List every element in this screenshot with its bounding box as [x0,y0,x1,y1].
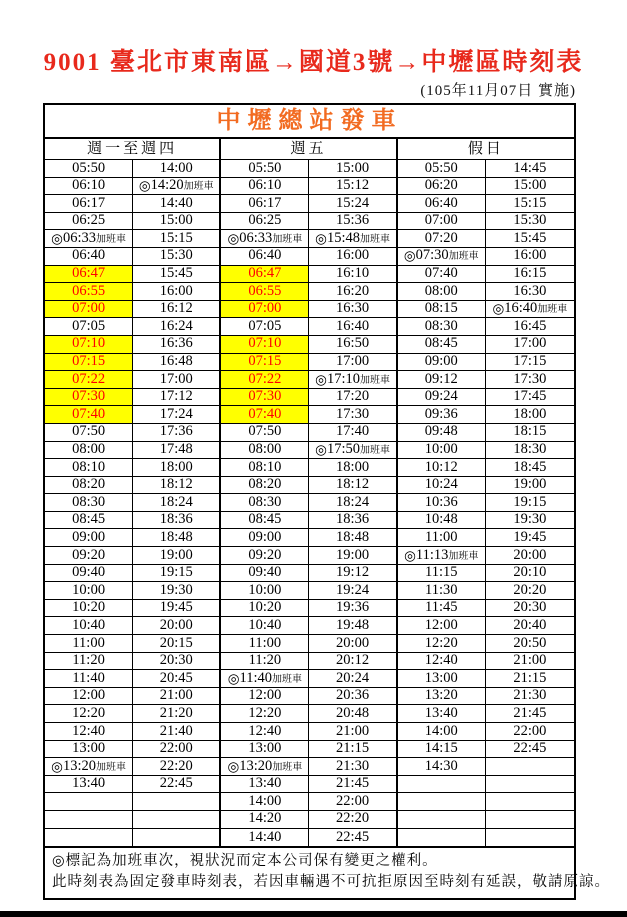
timetable-cell: 17:36 [133,424,221,442]
timetable-cell: 05:50 [221,160,309,178]
timetable-cell: 15:30 [133,248,221,266]
timetable-cell: 19:30 [486,512,574,530]
timetable-cell: 09:00 [221,529,309,547]
timetable-cell: 16:24 [133,318,221,336]
timetable-cell: 16:45 [486,318,574,336]
timetable-cell: 20:24 [309,670,397,688]
timetable-cell: 19:24 [309,582,397,600]
timetable-cell: 11:40 [45,670,133,688]
timetable-cell: 18:48 [133,529,221,547]
timetable-cell: 15:15 [486,195,574,213]
timetable-cell [398,811,486,829]
timetable-cell: 17:00 [486,336,574,354]
timetable-cell: 17:12 [133,389,221,407]
timetable-cell: 13:40 [398,705,486,723]
timetable-cell: 19:00 [309,547,397,565]
day-header-friday: 週五 [221,139,397,159]
timetable-cell: 15:00 [133,213,221,231]
timetable-cell: 07:40 [45,406,133,424]
timetable-cell [486,811,574,829]
timetable-cell: 06:25 [221,213,309,231]
timetable-cell [398,793,486,811]
timetable-cell: 09:24 [398,389,486,407]
timetable-cell: 13:40 [221,776,309,794]
timetable-cell: 07:20 [398,230,486,248]
timetable-cell: 15:30 [486,213,574,231]
timetable-cell: 22:20 [133,758,221,776]
timetable-cell: 19:00 [133,547,221,565]
timetable-cell: 10:40 [221,617,309,635]
timetable-cell: 20:36 [309,688,397,706]
timetable-cell: 18:45 [486,459,574,477]
timetable-cell: 13:00 [221,741,309,759]
timetable-cell: 16:30 [486,283,574,301]
timetable-cell: 21:15 [486,670,574,688]
timetable-cell: 07:15 [221,354,309,372]
timetable-cell: 19:45 [133,600,221,618]
timetable-cell: 10:48 [398,512,486,530]
timetable-cell: ◎ 13:20 加班車 [45,758,133,776]
timetable-cell: 20:15 [133,635,221,653]
timetable-cell: 17:15 [486,354,574,372]
timetable-cell: 07:22 [45,371,133,389]
timetable-cell: 20:00 [133,617,221,635]
timetable-cell: 09:00 [45,529,133,547]
timetable-cell: 09:00 [398,354,486,372]
timetable-cell: ◎ 13:20 加班車 [221,758,309,776]
timetable-cell: 11:00 [398,529,486,547]
timetable-cell: 21:45 [309,776,397,794]
timetable-cell: 06:47 [221,266,309,284]
timetable-cell: 18:30 [486,442,574,460]
timetable-cell: 19:00 [486,477,574,495]
timetable-cell: 07:50 [45,424,133,442]
timetable-cell: 15:12 [309,178,397,196]
timetable-cell: 11:20 [45,653,133,671]
timetable-cell: 16:00 [133,283,221,301]
timetable-cell [486,829,574,847]
timetable-cell: 20:30 [133,653,221,671]
timetable-cell: 15:24 [309,195,397,213]
timetable-cell [45,811,133,829]
timetable-cell: 10:24 [398,477,486,495]
timetable-cell: 06:40 [221,248,309,266]
timetable-cell: 08:30 [221,494,309,512]
timetable-cell: 15:45 [133,266,221,284]
timetable-cell: ◎ 11:40 加班車 [221,670,309,688]
timetable-cell: 18:36 [309,512,397,530]
timetable-cell: 11:45 [398,600,486,618]
timetable-cell: 21:30 [309,758,397,776]
timetable-cell: 10:00 [45,582,133,600]
timetable-cell [486,758,574,776]
timetable-cell: 12:40 [221,723,309,741]
timetable-cell: 17:20 [309,389,397,407]
timetable-cell: 07:00 [221,301,309,319]
timetable-cell: 17:30 [486,371,574,389]
timetable-cell: 11:15 [398,565,486,583]
timetable-cell: 07:05 [45,318,133,336]
timetable-cell: 06:40 [398,195,486,213]
timetable-cell: 21:40 [133,723,221,741]
timetable-cell: 16:00 [309,248,397,266]
timetable-cell [45,793,133,811]
timetable-cell: 06:47 [45,266,133,284]
timetable-cell: 17:30 [309,406,397,424]
timetable-cell: 07:40 [221,406,309,424]
timetable-cell: 22:45 [486,741,574,759]
timetable-cell [398,776,486,794]
timetable-cell: 10:00 [221,582,309,600]
timetable-cell: 11:00 [45,635,133,653]
timetable-cell: 20:30 [486,600,574,618]
timetable-cell: 20:50 [486,635,574,653]
timetable-cell: 22:20 [309,811,397,829]
timetable-cell: 14:20 [221,811,309,829]
timetable-cell: 07:10 [221,336,309,354]
timetable-cell: 20:48 [309,705,397,723]
timetable-cell: 08:45 [398,336,486,354]
timetable-cell: 14:45 [486,160,574,178]
timetable-cell: 09:36 [398,406,486,424]
timetable-cell: 07:00 [398,213,486,231]
timetable-cell: 18:00 [309,459,397,477]
page-title: 9001 臺北市東南區→國道3號→中壢區時刻表 [43,49,584,76]
timetable-cell: 19:48 [309,617,397,635]
timetable-cell: 06:17 [221,195,309,213]
timetable-grid [45,160,574,846]
timetable-cell: 21:15 [309,741,397,759]
timetable-cell: 22:00 [309,793,397,811]
timetable-cell: 14:00 [398,723,486,741]
timetable-cell: 07:22 [221,371,309,389]
timetable-cell: 08:15 [398,301,486,319]
timetable-cell: 18:00 [133,459,221,477]
timetable-cell: 08:10 [45,459,133,477]
timetable-cell: 21:00 [133,688,221,706]
timetable-cell: 22:00 [133,741,221,759]
timetable-cell: 14:40 [221,829,309,847]
station-header: 中壢總站發車 [45,105,574,139]
timetable-cell: ◎ 17:10 加班車 [309,371,397,389]
timetable-cell: 12:00 [45,688,133,706]
timetable-cell [133,793,221,811]
timetable-cell: 12:20 [221,705,309,723]
timetable-cell: 12:00 [398,617,486,635]
timetable-cell: 19:12 [309,565,397,583]
timetable-cell: 16:48 [133,354,221,372]
timetable-cell: 14:15 [398,741,486,759]
timetable-cell: 19:30 [133,582,221,600]
timetable-cell: 13:40 [45,776,133,794]
timetable-cell: 10:20 [45,600,133,618]
timetable-cell: 20:45 [133,670,221,688]
timetable-cell: 09:48 [398,424,486,442]
timetable-cell [133,811,221,829]
timetable-cell: 19:36 [309,600,397,618]
timetable-cell: 06:25 [45,213,133,231]
timetable-cell: 20:10 [486,565,574,583]
timetable-cell: 21:30 [486,688,574,706]
timetable-cell: 18:24 [309,494,397,512]
timetable-cell: 14:30 [398,758,486,776]
day-header-mon-thu: 週一至週四 [45,139,221,159]
timetable-cell: 20:12 [309,653,397,671]
timetable-cell: 09:12 [398,371,486,389]
timetable-cell: 08:30 [398,318,486,336]
timetable-cell: 16:12 [133,301,221,319]
timetable-cell: 21:00 [486,653,574,671]
timetable-cell: 08:00 [221,442,309,460]
timetable-cell: 10:00 [398,442,486,460]
timetable-cell: 21:00 [309,723,397,741]
timetable-cell [133,829,221,847]
timetable [43,103,610,900]
timetable-cell: 18:00 [486,406,574,424]
timetable-cell: 08:45 [45,512,133,530]
timetable-cell: ◎ 06:33 加班車 [45,230,133,248]
timetable-cell: 16:36 [133,336,221,354]
timetable-cell: 06:10 [45,178,133,196]
timetable-cell: 16:15 [486,266,574,284]
timetable-cell: 08:20 [45,477,133,495]
timetable-cell: 11:30 [398,582,486,600]
timetable-cell: 17:40 [309,424,397,442]
timetable-cell: 20:00 [309,635,397,653]
timetable-cell: 22:45 [133,776,221,794]
timetable-cell: 12:00 [221,688,309,706]
timetable-cell: 20:40 [486,617,574,635]
timetable-cell: 14:00 [221,793,309,811]
footnote-delay: 此時刻表為固定發車時刻表，若因車輛遇不可抗拒原因至時刻有延誤，敬請原諒。 [52,874,610,891]
timetable-cell: 18:12 [309,477,397,495]
timetable-cell: 07:00 [45,301,133,319]
timetable-cell: 07:30 [45,389,133,407]
timetable-cell: 07:40 [398,266,486,284]
timetable-cell: 14:40 [133,195,221,213]
footnote-extra-bus: ◎標記為加班車次，視狀況而定本公司保有變更之權利。 [52,853,438,870]
timetable-cell: 18:15 [486,424,574,442]
timetable-cell: ◎ 06:33 加班車 [221,230,309,248]
timetable-cell: 15:36 [309,213,397,231]
timetable-cell [486,776,574,794]
timetable-cell: 08:00 [398,283,486,301]
timetable-cell: 11:20 [221,653,309,671]
timetable-cell: 15:45 [486,230,574,248]
timetable-cell: 12:40 [45,723,133,741]
timetable-cell: 13:20 [398,688,486,706]
timetable-cell: 10:40 [45,617,133,635]
timetable-cell: 17:45 [486,389,574,407]
timetable-cell: 13:00 [45,741,133,759]
timetable-cell: 22:45 [309,829,397,847]
timetable-cell: 16:30 [309,301,397,319]
timetable-cell: 09:40 [45,565,133,583]
timetable-cell: 20:00 [486,547,574,565]
timetable-cell: 06:55 [221,283,309,301]
timetable-cell [398,829,486,847]
timetable-cell: 05:50 [45,160,133,178]
timetable-cell: 08:45 [221,512,309,530]
timetable-cell: 18:48 [309,529,397,547]
timetable-cell: 21:20 [133,705,221,723]
timetable-cell: 22:00 [486,723,574,741]
timetable-cell: 16:00 [486,248,574,266]
timetable-cell [45,829,133,847]
timetable-cell: 16:50 [309,336,397,354]
timetable-cell [486,793,574,811]
timetable-cell: ◎ 14:20 加班車 [133,178,221,196]
timetable-cell: 17:00 [133,371,221,389]
timetable-cell: ◎ 16:40 加班車 [486,301,574,319]
timetable-cell: 19:45 [486,529,574,547]
timetable-cell: 19:15 [133,565,221,583]
bottom-bar [0,911,627,917]
timetable-cell: 17:00 [309,354,397,372]
timetable-cell: 07:10 [45,336,133,354]
timetable-cell: 14:00 [133,160,221,178]
timetable-cell: 06:55 [45,283,133,301]
timetable-cell: 10:36 [398,494,486,512]
timetable-cell: ◎ 15:48 加班車 [309,230,397,248]
timetable-cell: 09:40 [221,565,309,583]
timetable-cell: 21:45 [486,705,574,723]
timetable-cell: 19:15 [486,494,574,512]
timetable-cell: 07:15 [45,354,133,372]
timetable-cell: 12:20 [398,635,486,653]
timetable-cell: ◎ 17:50 加班車 [309,442,397,460]
timetable-cell: 13:00 [398,670,486,688]
timetable-cell: 15:15 [133,230,221,248]
timetable-cell: 06:20 [398,178,486,196]
timetable-cell: 09:20 [45,547,133,565]
footnotes [45,846,610,898]
timetable-cell: 16:20 [309,283,397,301]
timetable-cell: 17:24 [133,406,221,424]
timetable-cell: ◎ 11:13 加班車 [398,547,486,565]
timetable-cell: 12:20 [45,705,133,723]
timetable-cell: 07:30 [221,389,309,407]
timetable-cell: 17:48 [133,442,221,460]
timetable-cell: 18:24 [133,494,221,512]
timetable-cell: 06:10 [221,178,309,196]
timetable-cell: 05:50 [398,160,486,178]
timetable-cell: 16:40 [309,318,397,336]
timetable-cell: 12:40 [398,653,486,671]
effective-date: (105年11月07日 實施) [420,83,576,99]
timetable-cell: 06:17 [45,195,133,213]
timetable-cell: 08:30 [45,494,133,512]
timetable-cell: 20:20 [486,582,574,600]
timetable-cell: 18:36 [133,512,221,530]
timetable-cell: 15:00 [309,160,397,178]
timetable-cell: 08:00 [45,442,133,460]
timetable-cell: 08:20 [221,477,309,495]
timetable-cell: 07:50 [221,424,309,442]
timetable-cell: ◎ 07:30 加班車 [398,248,486,266]
timetable-cell: 09:20 [221,547,309,565]
timetable-cell: 10:12 [398,459,486,477]
timetable-cell: 16:10 [309,266,397,284]
day-header-holiday: 假日 [467,141,504,157]
timetable-cell: 06:40 [45,248,133,266]
timetable-cell: 10:20 [221,600,309,618]
timetable-cell: 18:12 [133,477,221,495]
timetable-cell: 11:00 [221,635,309,653]
timetable-cell: 15:00 [486,178,574,196]
timetable-cell: 07:05 [221,318,309,336]
day-header-row [45,139,574,160]
timetable-cell: 08:10 [221,459,309,477]
